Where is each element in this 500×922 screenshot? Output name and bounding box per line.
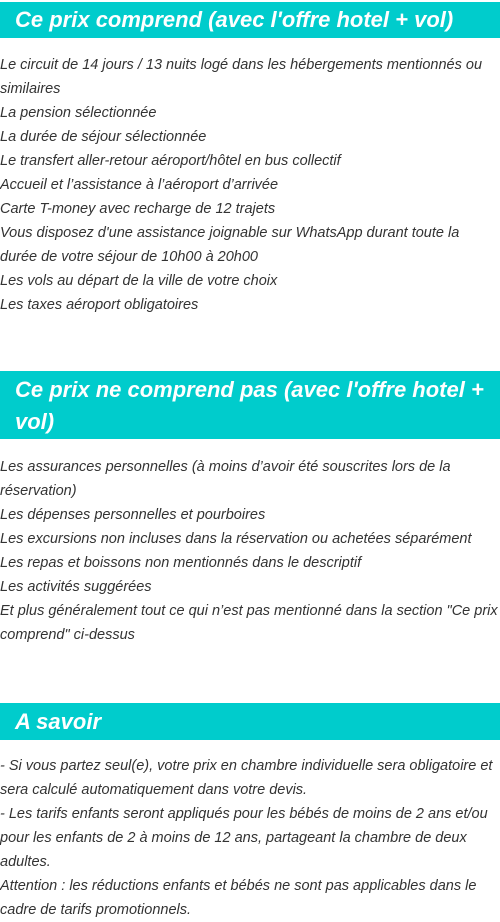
list-item: Les repas et boissons non mentionnés dans le descriptif: [0, 555, 362, 571]
included-list: [0, 53, 500, 317]
list-item: - Si vous partez seul(e), votre prix en chambre individuelle sera obligatoire et sera calculé automatiquement dans votre devis.: [0, 758, 493, 798]
list-item: - Les tarifs enfants seront appliqués pour les bébés de moins de 2 ans et/ou pour les enfants de 2 à moins de 12 ans, partageant la chambre de deux adultes.: [0, 806, 488, 870]
list-item: Accueil et l’assistance à l’aéroport d’arrivée: [0, 177, 279, 193]
list-item: Les assurances personnelles (à moins d’avoir été souscrites lors de la réservation): [0, 459, 451, 499]
list-item: Les excursions non incluses dans la réservation ou achetées séparément: [0, 531, 472, 547]
list-item: Les taxes aéroport obligatoires: [0, 297, 199, 313]
list-item: Carte T-money avec recharge de 12 trajets: [0, 201, 276, 217]
section-title-included: Ce prix comprend (avec l'offre hotel + vol): [0, 2, 500, 38]
not-included-list: [0, 455, 500, 647]
list-item: Les activités suggérées: [0, 579, 152, 595]
list-item: Le circuit de 14 jours / 13 nuits logé dans les hébergements mentionnés ou similaires: [0, 57, 483, 97]
list-item: Vous disposez d'une assistance joignable sur WhatsApp durant toute la durée de votre séjour de 10h00 à 20h00: [0, 225, 460, 265]
section-good-to-know: [0, 703, 500, 922]
section-title-not-included: Ce prix ne comprend pas (avec l'offre hotel + vol): [0, 371, 500, 439]
list-item: Attention : les réductions enfants et bébés ne sont pas applicables dans le cadre de tarifs promotionnels.: [0, 878, 477, 918]
list-item: Le transfert aller-retour aéroport/hôtel en bus collectif: [0, 153, 341, 169]
section-included: [0, 2, 500, 317]
list-item: Et plus généralement tout ce qui n’est pas mentionné dans la section "Ce prix comprend" ci-dessus: [0, 603, 498, 643]
section-title-good-to-know: A savoir: [0, 703, 500, 740]
good-to-know-list: [0, 754, 500, 922]
list-item: La durée de séjour sélectionnée: [0, 129, 207, 145]
list-item: La pension sélectionnée: [0, 105, 157, 121]
list-item: Les dépenses personnelles et pourboires: [0, 507, 266, 523]
section-not-included: [0, 371, 500, 647]
list-item: Les vols au départ de la ville de votre choix: [0, 273, 278, 289]
